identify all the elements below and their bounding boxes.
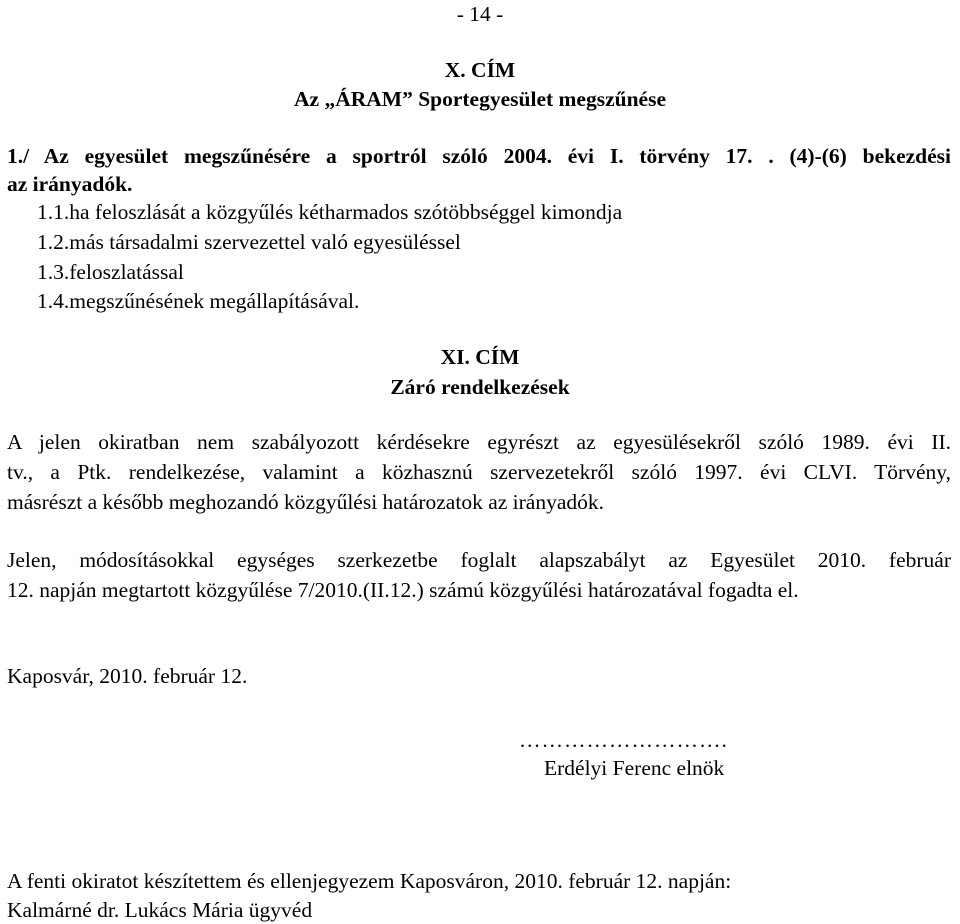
signatory-name: Erdélyi Ferenc elnök <box>544 756 725 780</box>
attestation-line-1: A fenti okiratot készítettem és ellenjegyezem Kaposváron, 2010. február 12. napján: <box>7 869 732 893</box>
list-item: 1.1.ha feloszlását a közgyűlés kétharmados szótöbbséggel kimondja <box>37 200 623 224</box>
paragraph-2-line-2: 12. napján megtartott közgyűlése 7/2010.(II.12.) számú közgyűlési határozatával fogadta el. <box>7 578 799 602</box>
section-xi-heading: XI. CÍM <box>440 345 520 369</box>
place-date: Kaposvár, 2010. február 12. <box>7 664 248 688</box>
paragraph-1-line-2: tv., a Ptk. rendelkezése, valamint a közhasznú szervezetekről szóló 1997. évi CLVI. Törvény, <box>7 460 951 484</box>
attestation-line-2: Kalmárné dr. Lukács Mária ügyvéd <box>7 898 313 922</box>
paragraph-1-line-1: A jelen okiratban nem szabályozott kérdésekre egyrészt az egyesülésekről szóló 1989. évi II. <box>7 430 951 454</box>
section-xi-title: Záró rendelkezések <box>390 375 570 399</box>
paragraph-1-line-3: másrészt a később meghozandó közgyűlési határozatok az irányadók. <box>7 490 605 514</box>
section-x-clause-line-2: az irányadók. <box>7 172 133 196</box>
paragraph-2-line-1: Jelen, módosításokkal egységes szerkezetbe foglalt alapszabályt az Egyesület 2010. február <box>7 548 951 572</box>
section-x-heading: X. CÍM <box>444 58 516 82</box>
page-number: - 14 - <box>456 2 504 26</box>
section-x-clause-line-1: 1./ Az egyesület megszűnésére a sportról szóló 2004. évi I. törvény 17. . (4)-(6) bekezdési <box>7 144 951 168</box>
signature-line: ………………………. <box>519 728 728 752</box>
list-item: 1.2.más társadalmi szervezettel való egyesüléssel <box>37 230 461 254</box>
section-x-title: Az „ÁRAM” Sportegyesület megszűnése <box>294 87 666 111</box>
list-item: 1.3.feloszlatással <box>37 260 184 284</box>
list-item: 1.4.megszűnésének megállapításával. <box>37 289 360 313</box>
